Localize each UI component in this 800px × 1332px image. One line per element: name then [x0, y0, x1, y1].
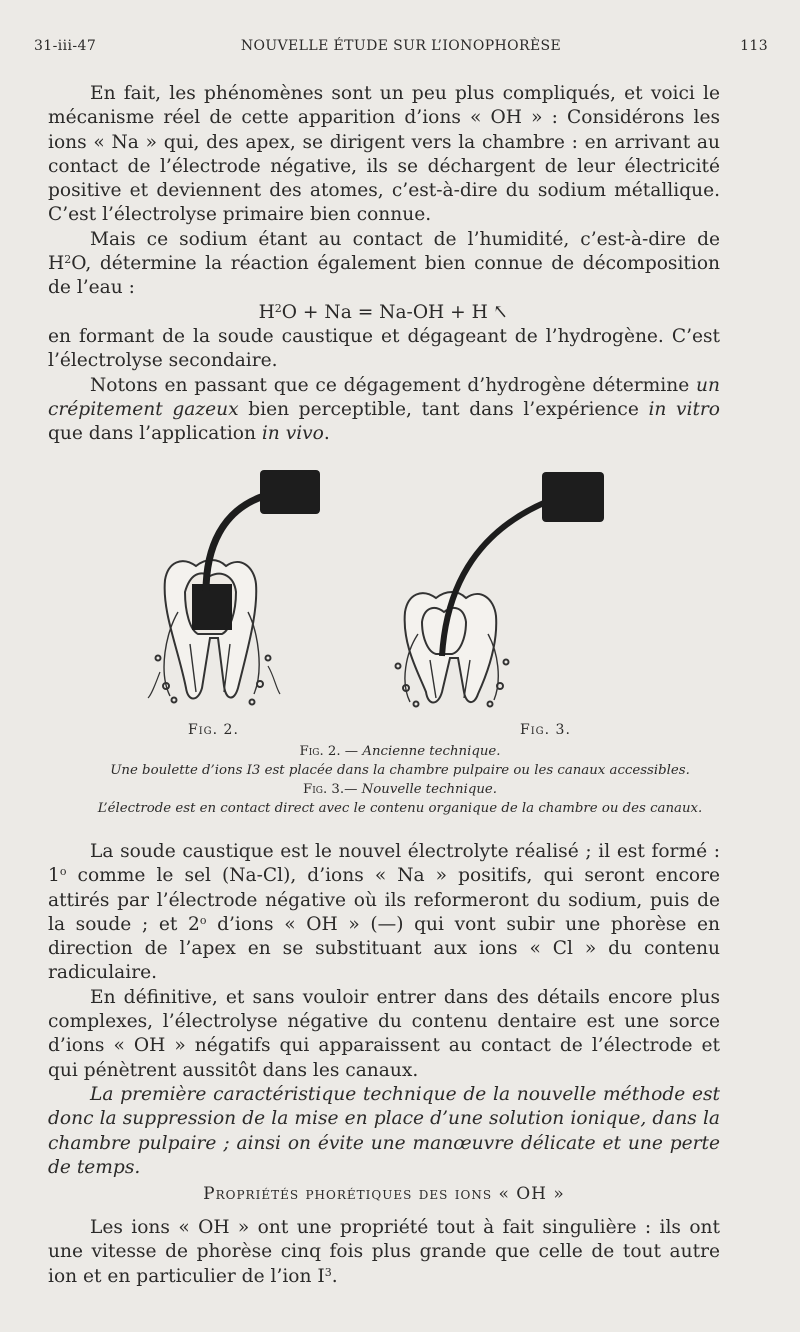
fig3-electrode-plate — [542, 472, 604, 522]
section-heading: Propriétés phorétiques des ions « OH » — [203, 1184, 565, 1204]
fig2-tooth — [148, 560, 280, 705]
body-text-bottom — [48, 840, 720, 1180]
header-title: NOUVELLE ÉTUDE SUR L’IONOPHORÈSE — [240, 38, 562, 54]
fig2-electrode-plate — [260, 470, 320, 514]
paragraph-8: Les ions « OH » ont une propriété tout à fait singulière : ils ont une vitesse de phorèse cinq fois plus grande que celle de tout autre ion et en particulier de l’ion $I^3$. — [48, 1217, 720, 1287]
figure-caption — [40, 742, 760, 818]
paragraph-4: Notons en passant que ce dégagement d’hydrogène détermine un crépitement gazeux bien perceptible, tant dans l’expérience in vitro que dans l’application in vivo. — [48, 374, 721, 445]
paragraph-6: En définitive, et sans vouloir entrer dans des détails encore plus complexes, l’électrolyse négative du contenu dentaire est une sorce d’ions « OH » négatifs qui apparaissent au contact de l’électrode et qui pénètrent aussitôt dans les canaux. — [48, 986, 720, 1081]
caption-line-3: Fig. 3.— Nouvelle technique. — [302, 782, 498, 797]
paragraph-1: En fait, les phénomènes sont un peu plus compliqués, et voici le mécanisme réel de cette apparition d’ions « OH » : Considérons les ions « Na » qui, des apex, se dirigent vers la chambre : en arrivant au contact de l’électrode négative, ils se déchargent de leur électricité positive et deviennent des atomes, c’est-à-dire du sodium métallique. C’est l’électrolyse primaire bien connue. — [48, 83, 720, 226]
figure-illustration — [130, 462, 630, 738]
arrow-up-icon: ↑ — [488, 299, 514, 326]
caption-line-2: Une boulette d’ions I3 est placée dans la chambre pulpaire ou les canaux accessibles. — [110, 763, 690, 778]
body-text-top — [48, 82, 720, 446]
running-header — [34, 38, 768, 62]
paragraph-3: en formant de la soude caustique et dégageant de l’hydrogène. C’est l’électrolyse secondaire. — [48, 325, 720, 372]
paragraph-7: La première caractéristique technique de la nouvelle méthode est donc la suppression de la mise en place d’une solution ionique, dans la chambre pulpaire ; ainsi on évite une manœuvre délicate et une perte de temps. — [48, 1083, 720, 1178]
fig2-ion-pellet — [192, 584, 232, 630]
body-text-final — [48, 1216, 720, 1289]
chemical-equation: $H^2O + Na = Na-OH + H$ ↑ — [258, 299, 514, 326]
paragraph-5: La soude caustique est le nouvel électrolyte réalisé ; il est formé : 1$^o$ comme le sel (Na-Cl), d’ions « Na » positifs, qui seront encore attirés par l’électrode négative où ils reformeront du sodium, puis de la soude ; et 2$^o$ d’ions « OH » (—) qui vont subir une phorèse en direction de l’apex en se substituant aux ions « Cl » du contenu radiculaire. — [48, 841, 720, 984]
paragraph-2: Mais ce sodium étant au contact de l’humidité, c’est-à-dire de $H^2O$, détermine la réaction également bien connue de décomposition de l’eau : — [48, 228, 720, 299]
fig2-label: Fig. 2. — [188, 722, 239, 738]
caption-line-4: L’électrode est en contact direct avec le contenu organique de la chambre ou des canaux. — [97, 801, 703, 816]
header-date: 31-iii-47 — [34, 38, 97, 54]
tooth-electrode-illustration — [130, 462, 630, 732]
page-number: 113 — [740, 38, 768, 54]
fig3-label: Fig. 3. — [520, 722, 571, 738]
caption-line-1: Fig. 2. — Ancienne technique. — [299, 744, 501, 759]
